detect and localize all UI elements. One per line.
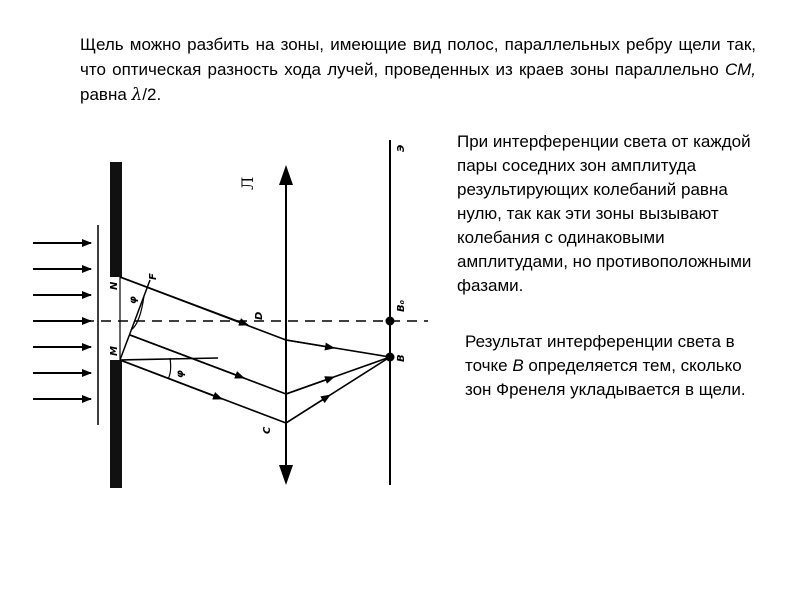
focused-ray-arrow bbox=[286, 395, 330, 423]
label-phi: φ bbox=[175, 370, 186, 378]
label-c: C bbox=[262, 426, 273, 434]
header-text-3: /2. bbox=[142, 85, 162, 104]
header-cm: СМ, bbox=[725, 60, 756, 79]
label-lens: Л bbox=[238, 176, 257, 190]
focused-rays bbox=[286, 340, 390, 423]
focused-ray-arrow bbox=[286, 377, 334, 394]
diffracted-rays bbox=[120, 277, 286, 423]
result-text-2: определяется тем, сколько зон Френеля укладывается в щели. bbox=[465, 356, 746, 399]
interference-paragraph: При интерференции света от каждой пары соседних зон амплитуда результирующих колебаний равна нулю, так как эти зоны вызывают колебания с одинаковыми амплитудами, но противоположными фазами. bbox=[457, 132, 752, 295]
slit-screen-upper bbox=[110, 162, 122, 277]
lambda-symbol: λ bbox=[131, 85, 143, 105]
label-b: B bbox=[396, 354, 407, 362]
label-d: D bbox=[254, 311, 265, 320]
result-text-1: Результат интерференции света в точке bbox=[465, 332, 735, 375]
label-f: F bbox=[148, 273, 159, 280]
wavefront-mf-line bbox=[120, 280, 150, 360]
lens-arrow-bottom bbox=[279, 465, 293, 485]
point-b0 bbox=[386, 317, 395, 326]
header-text-2: равна bbox=[80, 85, 132, 104]
label-n: N bbox=[109, 281, 120, 290]
result-point-b: В bbox=[512, 356, 524, 375]
point-b bbox=[386, 353, 395, 362]
lens-arrow-top bbox=[279, 165, 293, 185]
label-b0: B₀ bbox=[396, 299, 407, 312]
ray-middle-arrow bbox=[130, 335, 244, 378]
angle-reference-line bbox=[120, 358, 218, 360]
label-screen: Э bbox=[396, 144, 407, 152]
slit-screen-lower bbox=[110, 360, 122, 488]
focused-ray-arrow bbox=[286, 340, 334, 348]
header-text-1: Щель можно разбить на зоны, имеющие вид полос, параллельных ребру щели так, что оптическая разность хода лучей, проведенных из краев зоны параллельно bbox=[80, 35, 756, 79]
label-psi: φ bbox=[128, 296, 139, 304]
label-m: M bbox=[109, 346, 120, 356]
angle-arc-bottom bbox=[168, 358, 171, 379]
